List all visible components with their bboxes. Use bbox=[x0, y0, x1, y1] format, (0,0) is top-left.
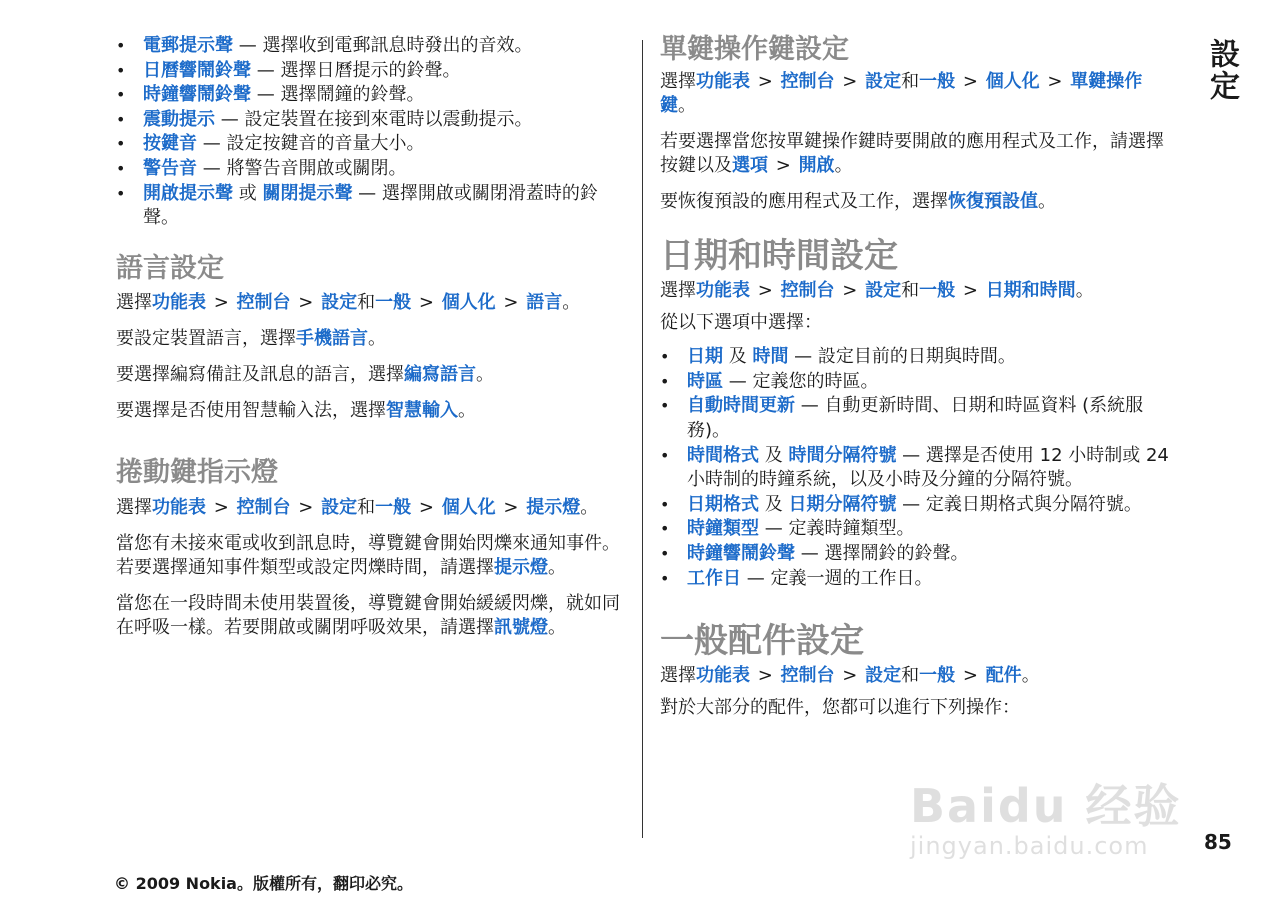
time-separator-link[interactable]: 時間分隔符號 bbox=[788, 444, 897, 466]
language-link[interactable]: 語言 bbox=[526, 292, 563, 314]
watermark-sub: jingyan.baidu.com bbox=[910, 832, 1149, 860]
calendar-tone-link[interactable]: 日曆響鬧鈴聲 bbox=[143, 59, 251, 81]
list-item: • 日期 及 時間 — 設定目前的日期與時間。 bbox=[660, 345, 1176, 370]
time-format-link[interactable]: 時間格式 bbox=[687, 444, 759, 466]
auto-time-update-link[interactable]: 自動時間更新 bbox=[687, 395, 795, 417]
notification-light-link-2[interactable]: 提示燈 bbox=[494, 556, 548, 578]
personalization-link[interactable]: 個人化 bbox=[441, 496, 496, 518]
one-key-link[interactable]: 單鍵操作鍵 bbox=[660, 71, 1143, 117]
closing-tone-link[interactable]: 關閉提示聲 bbox=[262, 182, 353, 204]
list-item: • 按鍵音 — 設定按鍵音的音量大小。 bbox=[116, 132, 628, 157]
one-key-para-2: 要恢復預設的應用程式及工作，選擇恢復預設值。 bbox=[660, 191, 1056, 213]
clock-tone-link[interactable]: 時鐘響鬧鈴聲 bbox=[143, 84, 251, 106]
accessory-para-1: 對於大部分的配件，您都可以進行下列操作： bbox=[660, 696, 1020, 718]
options-link[interactable]: 選項 bbox=[732, 155, 768, 177]
language-para-3: 要選擇是否使用智慧輸入法，選擇智慧輸入。 bbox=[116, 400, 476, 422]
column-divider bbox=[642, 40, 643, 838]
list-item: • 警告音 — 將警告音開啟或關閉。 bbox=[116, 157, 628, 182]
language-para-1: 要設定裝置語言，選擇手機語言。 bbox=[116, 328, 386, 350]
page-number: 85 bbox=[1204, 830, 1232, 854]
control-panel-link[interactable]: 控制台 bbox=[780, 664, 835, 686]
list-item: • 時間格式 及 時間分隔符號 — 選擇是否使用 12 小時制或 24 小時制的時鐘系統，以及小時及分鐘的分隔符號。 bbox=[660, 444, 1176, 493]
writing-language-link[interactable]: 編寫語言 bbox=[404, 364, 476, 386]
list-item: • 震動提示 — 設定裝置在接到來電時以震動提示。 bbox=[116, 108, 628, 133]
phone-language-link[interactable]: 手機語言 bbox=[296, 328, 368, 350]
notification-light-link[interactable]: 提示燈 bbox=[526, 496, 581, 518]
language-path: 選擇功能表 > 控制台 > 設定和一般 > 個人化 > 語言。 bbox=[116, 292, 581, 314]
date-time-link[interactable]: 日期和時間 bbox=[985, 280, 1076, 302]
warning-tone-link[interactable]: 警告音 bbox=[143, 157, 197, 179]
menu-link[interactable]: 功能表 bbox=[696, 664, 750, 686]
control-panel-link[interactable]: 控制台 bbox=[236, 496, 291, 518]
control-panel-link[interactable]: 控制台 bbox=[236, 292, 291, 314]
restore-defaults-link[interactable]: 恢復預設值 bbox=[948, 191, 1038, 213]
accessories-link[interactable]: 配件 bbox=[985, 664, 1022, 686]
open-link[interactable]: 開啟 bbox=[798, 155, 835, 177]
date-format-link[interactable]: 日期格式 bbox=[687, 493, 759, 515]
scroll-light-path: 選擇功能表 > 控制台 > 設定和一般 > 個人化 > 提示燈。 bbox=[116, 496, 599, 518]
list-item: • 日期格式 及 日期分隔符號 — 定義日期格式與分隔符號。 bbox=[660, 493, 1176, 518]
date-link[interactable]: 日期 bbox=[687, 346, 723, 368]
right-column bbox=[660, 34, 1176, 720]
list-item: • 時鐘類型 — 定義時鐘類型。 bbox=[660, 517, 1176, 542]
personalization-link[interactable]: 個人化 bbox=[441, 292, 496, 314]
list-item: • 時鐘響鬧鈴聲 — 選擇鬧鈴的鈴聲。 bbox=[660, 542, 1176, 567]
list-item: • 自動時間更新 — 自動更新時間、日期和時區資料 (系統服務)。 bbox=[660, 394, 1176, 443]
clock-type-link[interactable]: 時鐘類型 bbox=[687, 518, 759, 540]
accessory-path: 選擇功能表 > 控制台 > 設定和一般 > 配件。 bbox=[660, 664, 1040, 686]
settings-link[interactable]: 設定 bbox=[865, 280, 902, 302]
language-para-2: 要選擇編寫備註及訊息的語言，選擇編寫語言。 bbox=[116, 364, 494, 386]
side-tab-label: 設定 bbox=[1204, 38, 1239, 102]
left-column bbox=[116, 34, 628, 640]
scroll-light-para-1: 當您有未接來電或收到訊息時，導覽鍵會開始閃爍來通知事件。 若要選擇通知事件類型或設定閃爍時間，請選擇提示燈。 bbox=[116, 532, 620, 578]
list-item: • 時區 — 定義您的時區。 bbox=[660, 370, 1176, 395]
watermark-main: Baidu 经验 bbox=[910, 779, 1182, 833]
general-link[interactable]: 一般 bbox=[919, 664, 956, 686]
time-zone-link[interactable]: 時區 bbox=[687, 370, 723, 392]
general-link[interactable]: 一般 bbox=[919, 280, 956, 302]
date-time-intro: 從以下選項中選擇： bbox=[660, 312, 822, 334]
control-panel-link[interactable]: 控制台 bbox=[780, 280, 835, 302]
settings-link[interactable]: 設定 bbox=[321, 496, 358, 518]
section-title-date-time: 日期和時間設定 bbox=[660, 236, 898, 277]
keypad-tone-link[interactable]: 按鍵音 bbox=[143, 133, 197, 155]
vibrate-link[interactable]: 震動提示 bbox=[143, 108, 215, 130]
signal-light-link[interactable]: 訊號燈 bbox=[494, 616, 548, 638]
personalization-link[interactable]: 個人化 bbox=[985, 71, 1040, 93]
menu-link[interactable]: 功能表 bbox=[696, 280, 750, 302]
email-tone-link[interactable]: 電郵提示聲 bbox=[143, 35, 233, 56]
menu-link[interactable]: 功能表 bbox=[152, 292, 206, 314]
general-link[interactable]: 一般 bbox=[919, 71, 956, 93]
section-title-one-key: 單鍵操作鍵設定 bbox=[660, 34, 849, 65]
list-item: • 開啟提示聲 或 關閉提示聲 — 選擇開啟或關閉滑蓋時的鈴聲。 bbox=[116, 182, 628, 231]
settings-link[interactable]: 設定 bbox=[865, 664, 902, 686]
date-time-options-list bbox=[660, 345, 1176, 591]
copyright-footer: © 2009 Nokia。版權所有，翻印必究。 bbox=[114, 874, 413, 893]
workdays-link[interactable]: 工作日 bbox=[687, 567, 741, 589]
alarm-tone-link[interactable]: 時鐘響鬧鈴聲 bbox=[687, 542, 795, 564]
one-key-path: 選擇功能表 > 控制台 > 設定和一般 > 個人化 > 單鍵操作鍵。 bbox=[660, 71, 1143, 117]
menu-link[interactable]: 功能表 bbox=[696, 71, 750, 93]
settings-link[interactable]: 設定 bbox=[321, 292, 358, 314]
section-title-language: 語言設定 bbox=[116, 252, 224, 284]
tone-settings-list bbox=[116, 34, 628, 231]
control-panel-link[interactable]: 控制台 bbox=[780, 71, 835, 93]
scroll-light-para-2: 當您在一段時間未使用裝置後，導覽鍵會開始緩緩閃爍，就如同在呼吸一樣。若要開啟或關閉呼吸效果，請選擇訊號燈。 bbox=[116, 592, 620, 638]
section-title-scroll-light: 捲動鍵指示燈 bbox=[116, 457, 278, 489]
opening-tone-link[interactable]: 開啟提示聲 bbox=[143, 182, 233, 204]
date-separator-link[interactable]: 日期分隔符號 bbox=[788, 493, 897, 515]
watermark bbox=[910, 770, 1210, 870]
list-item: • 日曆響鬧鈴聲 — 選擇日曆提示的鈴聲。 bbox=[116, 59, 628, 84]
settings-link[interactable]: 設定 bbox=[865, 71, 902, 93]
time-link[interactable]: 時間 bbox=[752, 346, 789, 368]
predictive-input-link[interactable]: 智慧輸入 bbox=[386, 400, 458, 422]
date-time-path: 選擇功能表 > 控制台 > 設定和一般 > 日期和時間。 bbox=[660, 280, 1094, 302]
menu-link[interactable]: 功能表 bbox=[152, 496, 206, 518]
one-key-para-1: 若要選擇當您按單鍵操作鍵時要開啟的應用程式及工作，請選擇按鍵以及選項 > 開啟。 bbox=[660, 131, 1164, 177]
list-item: • 工作日 — 定義一週的工作日。 bbox=[660, 567, 1176, 592]
list-item: • 電郵提示聲 — 選擇收到電郵訊息時發出的音效。 bbox=[116, 34, 628, 59]
general-link[interactable]: 一般 bbox=[375, 496, 412, 518]
general-link[interactable]: 一般 bbox=[375, 292, 412, 314]
section-title-accessory: 一般配件設定 bbox=[660, 621, 864, 662]
list-item: • 時鐘響鬧鈴聲 — 選擇鬧鐘的鈴聲。 bbox=[116, 83, 628, 108]
